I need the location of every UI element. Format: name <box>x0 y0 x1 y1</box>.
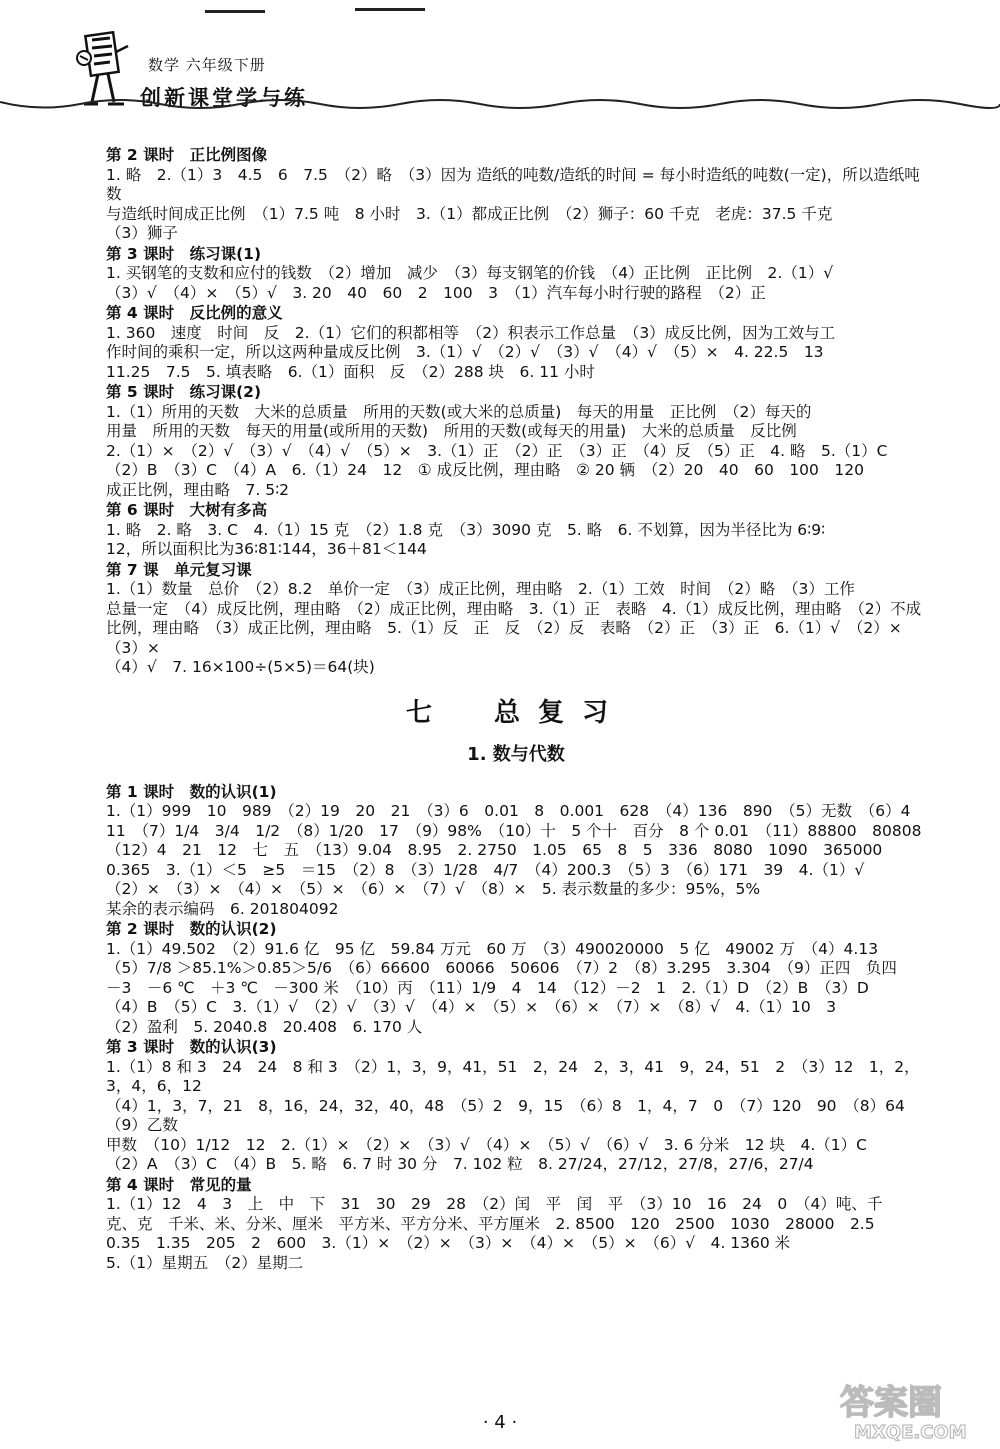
answer-line: 甲数 （10）1/12 12 2.（1）× （2）× （3）√ （4）× （5）√ （6）√ 3. 6 分米 12 块 4.（1）C <box>106 1135 867 1154</box>
answer-line: （3）√ （4）× （5）√ 3. 20 40 60 2 100 3 （1）汽车每小时行驶的路程 （2）正 <box>106 283 766 302</box>
answer-line: 0.35 1.35 205 2 600 3.（1）× （2）× （3）× （4）× （5）× （6）√ 4. 1360 米 <box>106 1234 791 1252</box>
answer-line: （2）B （3）C （4）A 6.（1）24 12 ① 成反比例，理由略 ② 20 辆 （2）20 40 60 100 120 <box>106 461 864 479</box>
chapter-title: 七 总复习 <box>405 697 626 728</box>
answer-line: （4）B （5）C 3.（1）√ （2）√ （3）√ （4）× （5）× （6）× （7）× （8）√ 4.（1）10 3 <box>106 998 837 1016</box>
lesson-title: 第 3 课时 练习课(1) <box>106 244 262 263</box>
answer-line: （3）狮子 <box>106 224 178 242</box>
answer-line: （2）A （3）C （4）B 5. 略 6. 7 时 30 分 7. 102 粒 8. 27/24，27/12，27/8，27/6，27/4 <box>106 1155 814 1173</box>
answer-line: 用量 所用的天数 每天的用量(或所用的天数) 所用的天数(或每天的用量) 大米的总质量 反比例 <box>106 422 797 440</box>
top-rule-right <box>355 8 425 11</box>
answer-line: （4）1，3，7，21 8，16，24，32，40，48 （5）2 9，15 （6）8 1，4，7 0 （7）120 90 （8）64 （9）乙数 <box>106 1096 921 1134</box>
answer-line: （4）√ 7. 16×100÷(5×5)＝64(块) <box>106 658 375 676</box>
svg-text:MXQE.COM: MXQE.COM <box>854 1422 967 1443</box>
answer-line: 11 （7）1/4 3/4 1/2 （8）1/20 17 （9）98% （10）十 5 个十 百分 8 个 0.01 （11）88800 80808 <box>106 821 922 840</box>
answer-line: （5）7/8 ＞85.1%＞0.85＞5/6 （6）66600 60066 50606 （7）2 （8）3.295 3.304 （9）正四 负四 <box>106 959 897 977</box>
svg-text:答案圈: 答案圈 <box>840 1383 942 1423</box>
answer-line: （12）4 21 12 七 五 （13）9.04 8.95 2. 2750 1.05 65 8 5 336 8080 1090 365000 <box>106 841 883 859</box>
lesson-title: 第 2 课时 正比例图像 <box>106 146 268 164</box>
answer-line: 某余的表示编码 6. 201804092 <box>106 899 339 918</box>
answer-line: 1. 略 2.（1）3 4.5 6 7.5 （2）略 （3）因为 造纸的吨数/造纸的时间 = 每小时造纸的吨数(一定)，所以造纸吨数 <box>106 165 920 203</box>
answer-line: 1. 买钢笔的支数和应付的钱数 （2）增加 减少 （3）每支钢笔的价钱 （4）正比例 正比例 2.（1）√ <box>106 264 834 282</box>
answer-line: 2.（1）× （2）√ （3）√ （4）√ （5）× 3.（1）正 （2）正 （3）正 （4）反 （5）正 4. 略 5.（1）C <box>106 441 888 460</box>
answer-line: （2）盈利 5. 2040.8 20.408 6. 170 人 <box>106 1017 423 1036</box>
unit-answers <box>106 146 926 678</box>
answer-line: 11.25 7.5 5. 填表略 6.（1）面积 反 （2）288 块 6. 11 小时 <box>106 362 595 381</box>
answer-line: 作时间的乘积一定，所以这两种量成反比例 3.（1）√ （2）√ （3）√ （4）√ （5）× 4. 22.5 13 <box>106 343 824 361</box>
lesson-title: 第 1 课时 数的认识(1) <box>106 782 277 801</box>
answer-line: 与造纸时间成正比例 （1）7.5 吨 8 小时 3.（1）都成正比例 （2）狮子：60 千克 老虎：37.5 千克 <box>106 204 833 223</box>
answer-line: 克、克 千米、米、分米、厘米 平方米、平方分米、平方厘米 2. 8500 120 2500 1030 28000 2.5 <box>106 1214 875 1233</box>
lesson-title: 第 6 课时 大树有多高 <box>106 501 268 519</box>
answer-line: 5.（1）星期五 （2）星期二 <box>106 1253 304 1272</box>
watermark-logo <box>832 1378 982 1444</box>
answer-line: 1. 360 速度 时间 反 2.（1）它们的积都相等 （2）积表示工作总量 （3）成反比例，因为工效与工 <box>106 323 836 342</box>
lesson-title: 第 4 课时 反比例的意义 <box>106 304 283 322</box>
answer-line: 1.（1）8 和 3 24 24 8 和 3 （2）1，3，9，41，51 2，24 2，3，41 9，24，51 2 （3）12 1，2，3，4，6，12 <box>106 1057 920 1095</box>
section-title: 1. 数与代数 <box>467 744 565 765</box>
answer-line: 0.365 3.（1）＜5 ≥5 ＝15 （2）8 （3）1/28 4/7 （4）200.3 （5）3 （6）171 39 4.（1）√ <box>106 860 865 879</box>
page-number: · 4 · <box>482 1412 518 1433</box>
answer-line: 12，所以面积比为36∶81∶144，36＋81＜144 <box>106 540 427 558</box>
answer-content <box>106 145 926 1273</box>
answer-line: 1.（1）数量 总价 （2）8.2 单价一定 （3）成正比例，理由略 2.（1）工效 时间 （2）略 （3）工作 <box>106 580 855 598</box>
review-answers <box>106 783 926 1274</box>
lesson-title: 第 2 课时 数的认识(2) <box>106 920 277 938</box>
lesson-title: 第 3 课时 数的认识(3) <box>106 1038 277 1056</box>
answer-line: 成正比例，理由略 7. 5∶2 <box>106 480 289 499</box>
answer-line: 1.（1）所用的天数 大米的总质量 所用的天数(或大米的总质量) 每天的用量 正比例 （2）每天的 <box>106 402 812 421</box>
answer-line: 1.（1）12 4 3 上 中 下 31 30 29 28 （2）闰 平 闰 平 （3）10 16 24 0 （4）吨、千 <box>106 1195 883 1213</box>
top-rule-left <box>205 10 265 13</box>
answer-line: 1.（1）999 10 989 （2）19 20 21 （3）6 0.01 8 0.001 628 （4）136 890 （5）无数 （6）4 <box>106 802 911 820</box>
book-subtitle: 数学 六年级下册 <box>148 56 266 74</box>
answer-line: 总量一定 （4）成反比例，理由略 （2）成正比例，理由略 3.（1）正 表略 4.（1）成反比例，理由略 （2）不成 <box>106 599 922 618</box>
lesson-title: 第 4 课时 常见的量 <box>106 1175 252 1194</box>
answer-line: 比例，理由略 （3）成正比例，理由略 5.（1）反 正 反 （2）反 表略 （2）正 （3）正 6.（1）√ （2）× （3）× <box>106 619 918 657</box>
answer-line: －3 －6 ℃ ＋3 ℃ －300 米 （10）丙 （11）1/9 4 14 （12）－2 1 2.（1）D （2）B （3）D <box>106 978 869 997</box>
book-title: 创新课堂学与练 <box>140 86 308 110</box>
answer-line: （2）× （3）× （4）× （5）× （6）× （7）√ （8）× 5. 表示数量的多少：95%，5% <box>106 880 761 898</box>
lesson-title: 第 7 课 单元复习课 <box>106 560 252 579</box>
header-divider <box>0 98 1000 112</box>
answer-line: 1. 略 2. 略 3. C 4.（1）15 克 （2）1.8 克 （3）3090 克 5. 略 6. 不划算，因为半径比为 6∶9∶ <box>106 520 826 539</box>
answer-line: 1.（1）49.502 （2）91.6 亿 95 亿 59.84 万元 60 万 （3）490020000 5 亿 49002 万 （4）4.13 <box>106 939 879 958</box>
lesson-title: 第 5 课时 练习课(2) <box>106 383 262 401</box>
